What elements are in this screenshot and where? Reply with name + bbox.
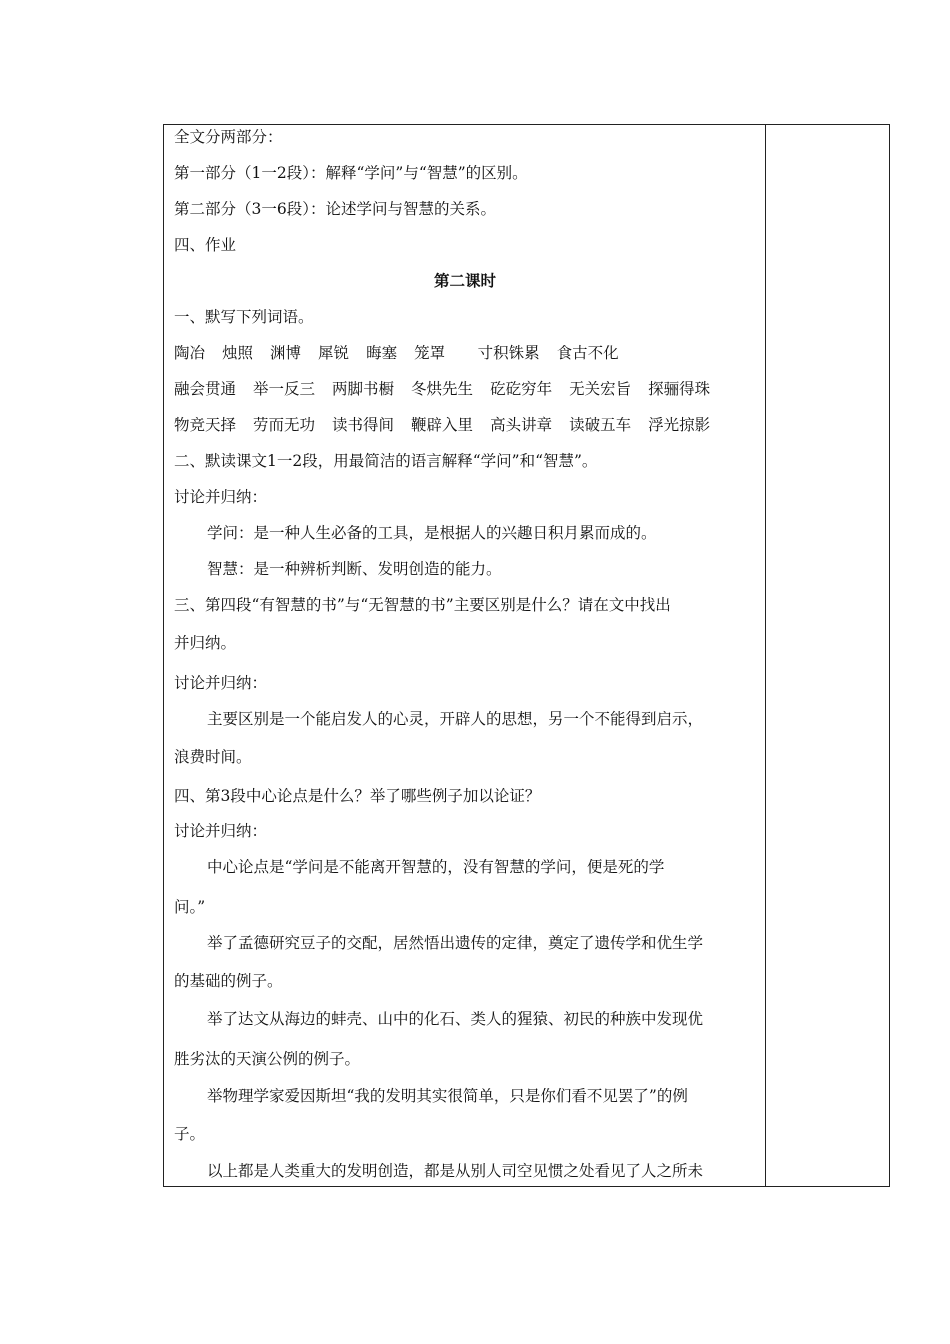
vocab-word: 矻矻穷年: [490, 380, 553, 398]
vocab-word: 烛照: [222, 344, 254, 362]
vocab-word: 读破五车: [569, 416, 632, 434]
answer-line: 胜劣汰的天演公例的例子。: [174, 1050, 361, 1068]
answer-line: 的基础的例子。: [174, 972, 283, 990]
vocab-word: 陶冶: [174, 344, 206, 362]
vocab-row-2: [174, 379, 710, 399]
column-divider: [765, 124, 766, 1187]
text-line: 第二部分（3一6段）：论述学问与智慧的关系。: [174, 200, 496, 218]
vocab-word: 渊博: [270, 344, 302, 362]
answer-line: 智慧：是一种辨析判断、发明创造的能力。: [207, 560, 502, 578]
question-2: 二、默读课文1一2段，用最简洁的语言解释“学问”和“智慧”。: [174, 452, 598, 470]
text-line: 第一部分（1一2段）：解释“学问”与“智慧”的区别。: [174, 164, 528, 182]
answer-line: 举物理学家爱因斯坦“我的发明其实很简单，只是你们看不见罢了”的例: [207, 1087, 688, 1105]
vocab-word: 笼罩: [414, 344, 446, 362]
vocab-word: 鞭辟入里: [411, 416, 474, 434]
answer-line: 举了达文从海边的蚌壳、山中的化石、类人的猩猿、初民的种族中发现优: [207, 1010, 704, 1028]
vocab-word: 物竞天择: [174, 416, 237, 434]
discussion-label: 讨论并归纳：: [174, 674, 268, 692]
answer-line: 浪费时间。: [174, 748, 252, 766]
answer-line: 中心论点是“学问是不能离开智慧的，没有智慧的学问，便是死的学: [207, 858, 665, 876]
question-1: 一、默写下列词语。: [174, 308, 314, 326]
vocab-word: 无关宏旨: [569, 380, 632, 398]
answer-line: 举了孟德研究豆子的交配，居然悟出遗传的定律，奠定了遗传学和优生学: [207, 934, 704, 952]
vocab-row-3: [174, 415, 710, 435]
answer-line: 以上都是人类重大的发明创造，都是从别人司空见惯之处看见了人之所未: [207, 1162, 704, 1180]
answer-line: 主要区别是一个能启发人的心灵，开辟人的思想，另一个不能得到启示，: [207, 710, 704, 728]
discussion-label: 讨论并归纳：: [174, 488, 268, 506]
question-4: 四、第3段中心论点是什么？举了哪些例子加以论证？: [174, 787, 541, 805]
vocab-word: 食古不化: [556, 344, 619, 362]
vocab-word: 高头讲章: [490, 416, 553, 434]
vocab-word: 劳而无功: [253, 416, 316, 434]
answer-line: 学问：是一种人生必备的工具，是根据人的兴趣日积月累而成的。: [207, 524, 657, 542]
vocab-word: 浮光掠影: [648, 416, 711, 434]
lesson-heading: 第二课时: [433, 271, 496, 290]
vocab-word: 晦塞: [366, 344, 398, 362]
vocab-word: 犀锐: [318, 344, 350, 362]
vocab-row-1: [174, 343, 619, 363]
text-line: 全文分两部分：: [174, 128, 283, 146]
vocab-word: 融会贯通: [174, 380, 237, 398]
vocab-word: 探骊得珠: [648, 380, 711, 398]
question-3-cont: 并归纳。: [174, 634, 237, 652]
vocab-word: 读书得间: [332, 416, 395, 434]
answer-line: 子。: [174, 1125, 206, 1143]
question-3: 三、第四段“有智慧的书”与“无智慧的书”主要区别是什么？请在文中找出: [174, 596, 671, 614]
text-line: 四、作业: [174, 236, 237, 254]
vocab-word: 两脚书橱: [332, 380, 395, 398]
vocab-word: 寸积铢累: [462, 344, 540, 362]
discussion-label: 讨论并归纳：: [174, 822, 268, 840]
answer-line: 问。”: [174, 898, 206, 916]
vocab-word: 冬烘先生: [411, 380, 474, 398]
vocab-word: 举一反三: [253, 380, 316, 398]
